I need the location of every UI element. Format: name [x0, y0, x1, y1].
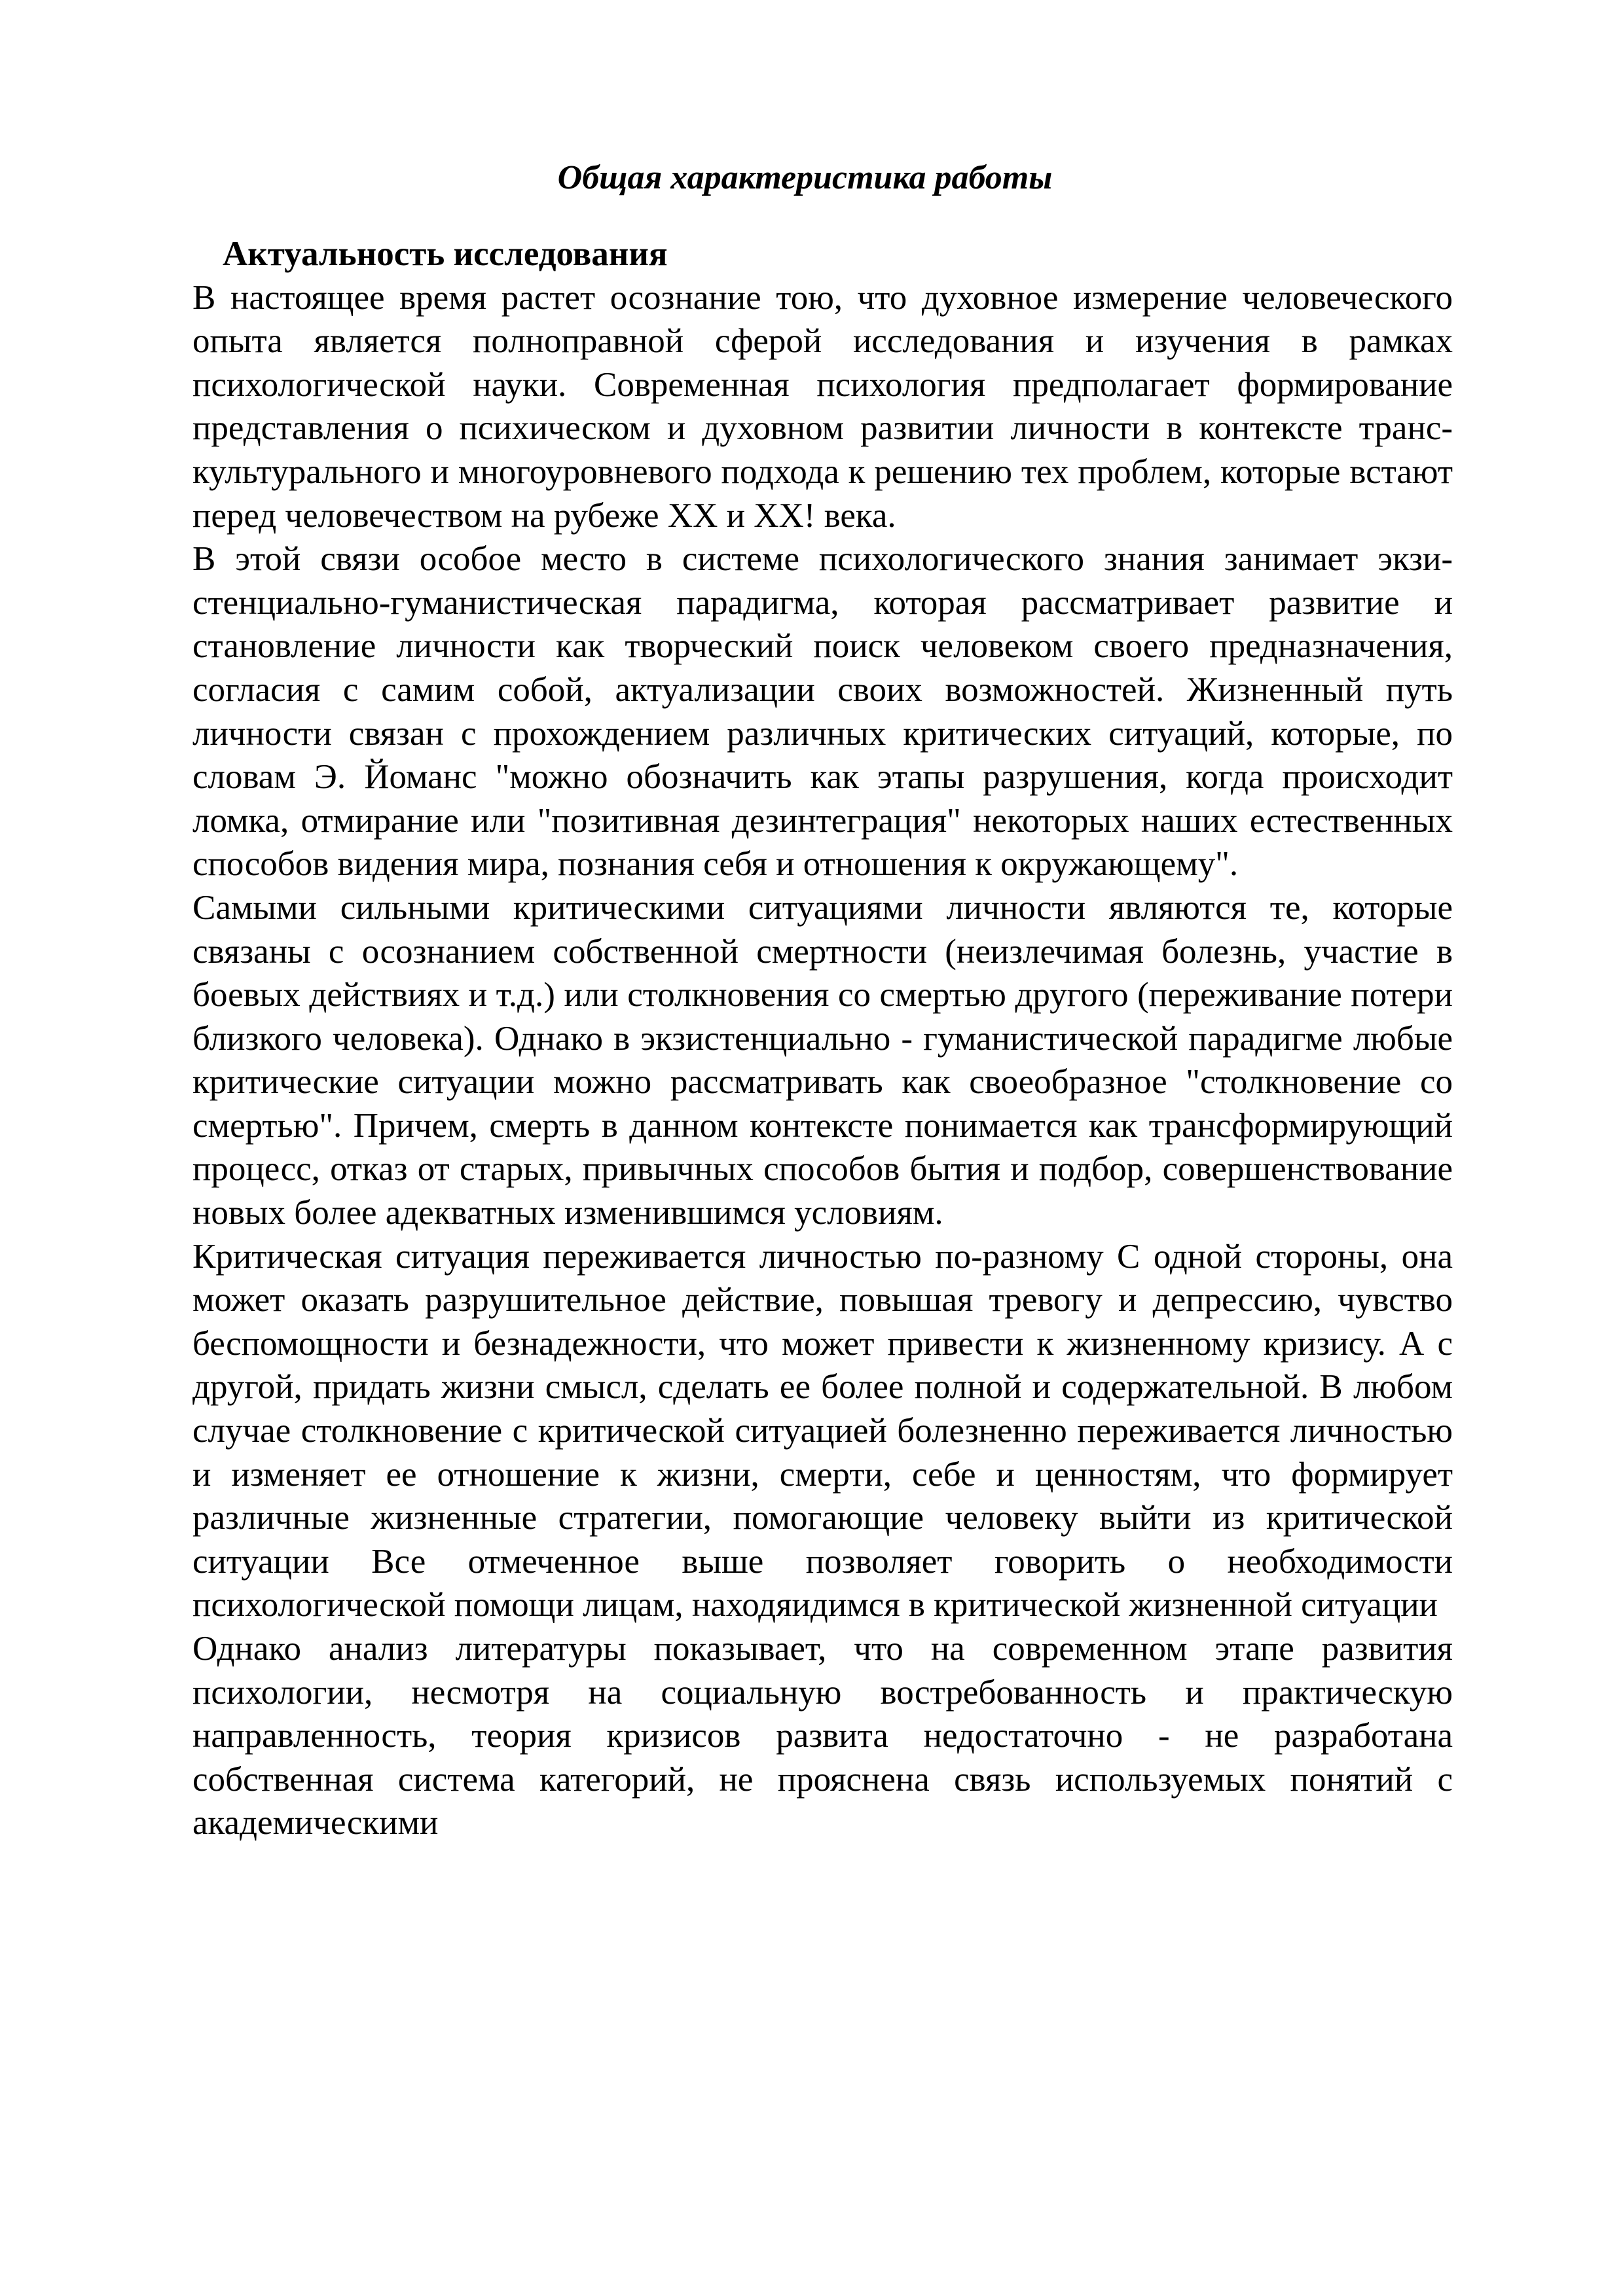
paragraph-1: В настоящее время растет осознание тою, что духовное измерение человеческого опыта является полноправной сферой исследования и изучения в рамках психологической науки. Современная психология предполагает формирование представления о психическом и духовном развитии личности в контексте транс-культурального и многоуровневого подхода к решению тех проблем, которые встают перед человечеством на рубеже XX и XX! века.	[192, 278, 1453, 535]
document-body	[192, 232, 1453, 1845]
paragraph-5: Однако анализ литературы показывает, что на современном этапе развития психологии, несмотря на социальную востребованность и практическую направленность, теория кризисов развита недостаточно - не разработана собственная система категорий, не прояснена связь используемых понятий с академическими	[192, 1630, 1453, 1842]
paragraph-2: В этой связи особое место в системе психологического знания занимает экзистенциально-гуманистическая парадигма, которая рассматривает развитие и становление личности как творческий поиск человеком своего предназначения, согласия с самим собой, актуализации своих возможностей. Жизненный путь личности связан с прохождением различных критических ситуаций, которые, по словам Э. Йоманс "можно обозначить как этапы разрушения, когда происходит ломка, отмирание или "позитивная дезинтеграция" некоторых наших естественных способов видения мира, познания себя и отношения к окружающему".	[192, 540, 1453, 884]
document-title	[0, 152, 1623, 204]
document-title-text: Общая характеристика работы	[557, 159, 1053, 196]
section-heading: Актуальность исследования	[223, 235, 668, 273]
paragraph-4: Критическая ситуация переживается личностью по-разному С одной стороны, она может оказать разрушительное действие, повышая тревогу и депрессию, чувство беспомощности и безнадежности, что может привести к жизненному кризису. А с другой, придать жизни смысл, сделать ее более полной и содержательной. В любом случае столкновение с критической ситуацией болезненно переживается личностью и изменяет ее отношение к жизни, смерти, себе и ценностям, что формирует различные жизненные стратегии, помогающие человеку выйти из критической ситуации Все отмеченное выше позволяет говорить о необходимости психологической помощи лицам, находяидимся в критической жизненной ситуации	[192, 1237, 1453, 1624]
paragraph-3: Самыми сильными критическими ситуациями личности являются те, которые связаны с осознанием собственной смертности (неизлечимая болезнь, участие в боевых действиях и т.д.) или столкновения со смертью другого (переживание потери близкого человека). Однако в экзистенциально - гуманистической парадигме любые критические ситуации можно рассматривать как своеобразное "столкновение со смертью". Причем, смерть в данном контексте понимается как трансформирующий процесс, отказ от старых, привычных способов бытия и подбор, совершенствование новых более адекватных изменившимся условиям.	[192, 888, 1453, 1232]
